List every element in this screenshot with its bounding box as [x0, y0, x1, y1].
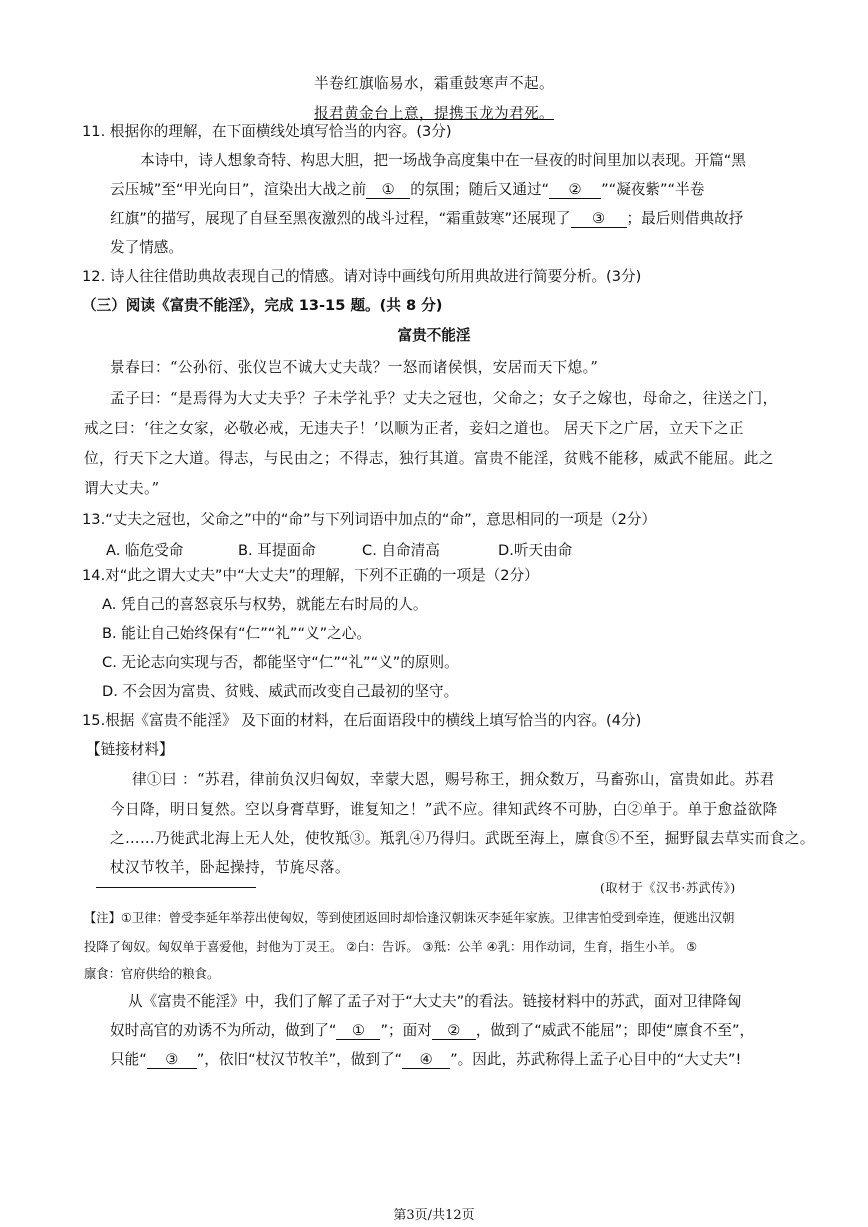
q14-option-c[interactable]: C. 无论志向实现与否，都能坚守“仁”“礼”“义”的原则。 — [102, 654, 459, 671]
passage-title: 富贵不能淫 — [397, 327, 471, 344]
fill-line-1: 从《富贵不能淫》中，我们了解了孟子对于“大丈夫”的看法。链接材料中的苏武，面对卫律降匈 — [128, 993, 742, 1010]
note-line-2: 投降了匈奴。匈奴单于喜爱他，封他为丁灵王。 ②白：告诉。 ③羝：公羊 ④乳：用作动词，生育，指生小羊。 ⑤ — [84, 940, 698, 954]
passage-line-4: 位，行天下之大道。得志，与民由之；不得志，独行其道。富贵不能淫，贫贱不能移，威武不能屈。此之 — [84, 450, 774, 467]
q13-option-d[interactable]: D.听天由命 — [498, 542, 573, 559]
q12-prompt: 12. 诗人往往借助典故表现自己的情感。请对诗中画线句所用典故进行简要分析。(3分) — [82, 268, 642, 285]
material-line-2: 今日降，明日复然。空以身膏草野，谁复知之！”武不应。律知武终不可胁，白②单于。单于愈益欲降 — [110, 801, 778, 818]
q14-option-b[interactable]: B. 能让自己始终保有“仁”“礼”“义”之心。 — [102, 625, 371, 642]
material-line-4: 杖汉节牧羊，卧起操持，节旄尽落。 — [110, 859, 350, 876]
material-source: (取材于《汉书·苏武传》) — [600, 881, 736, 895]
passage-line-2: 孟子曰：“是焉得为大丈夫乎？子未学礼乎？丈夫之冠也，父命之；女子之嫁也，母命之，往送之门， — [110, 390, 778, 407]
q13-option-a[interactable]: A. 临危受命 — [106, 542, 184, 559]
q15-blank-1[interactable]: ① — [336, 1023, 380, 1040]
q15-blank-2[interactable]: ② — [432, 1023, 476, 1040]
source-divider — [96, 887, 256, 888]
q11-prompt: 11. 根据你的理解，在下面横线处填写恰当的内容。(3分) — [82, 123, 452, 140]
fill-line-3: 只能“ ③ ”，依旧“杖汉节牧羊”，做到了“ ④ ”。因此，苏武称得上孟子心目中的“大丈夫”! — [110, 1051, 742, 1068]
q14-prompt: 14.对“此之谓大丈夫”中“大丈夫”的理解，下列不正确的一项是（2分） — [82, 567, 539, 584]
note-line-1: 【注】①卫律：曾受李延年举荐出使匈奴，等到使团返回时却恰逢汉朝诛灭李延年家族。卫律害怕受到牵连，便逃出汉朝 — [84, 911, 735, 925]
q11-blank-2[interactable]: ② — [549, 182, 601, 199]
q11-blank-3[interactable]: ③ — [571, 211, 627, 228]
fill-line-2: 奴时高官的劝诱不为所动，做到了“ ① ”；面对 ② ，做到了“威武不能屈”；即使“廪食不至”， — [110, 1022, 755, 1039]
note-line-3: 廪食：官府供给的粮食。 — [84, 967, 220, 981]
q13-prompt: 13.“丈夫之冠也，父命之”中的“命”与下列词语中加点的“命”，意思相同的一项是（2分） — [82, 511, 657, 528]
passage-line-1: 景春曰：“公孙衍、张仪岂不诚大丈夫哉？一怒而诸侯惧，安居而天下熄。” — [110, 359, 599, 376]
q11-text-line-1: 本诗中，诗人想象奇特、构思大胆，把一场战争高度集中在一昼夜的时间里加以表现。开篇“黑 — [140, 152, 746, 169]
material-line-1: 律①曰 ：“苏君，律前负汉归匈奴，幸蒙大恩，赐号称王，拥众数万，马畜弥山，富贵如此。苏君 — [132, 771, 775, 788]
link-material-label: 【链接材料】 — [86, 741, 174, 758]
q13-option-b[interactable]: B. 耳提面命 — [238, 542, 316, 559]
q15-prompt: 15.根据《富贵不能淫》 及下面的材料，在后面语段中的横线上填写恰当的内容。(4分) — [82, 712, 642, 729]
poem-line-2-underlined: 报君黄金台上意，提携玉龙为君死。 — [314, 105, 554, 122]
q15-blank-3[interactable]: ③ — [147, 1052, 197, 1069]
q11-text-line-2: 云压城”至“甲光向日”，渲染出大战之前 ① 的氛围；随后又通过“ ② ”“凝夜紫”“半卷 — [110, 181, 705, 198]
q15-blank-4[interactable]: ④ — [402, 1052, 450, 1069]
q11-text-line-4: 发了情感。 — [110, 239, 183, 256]
material-line-3: 之……乃徙武北海上无人处，使牧羝③。羝乳④乃得归。武既至海上，廪食⑤不至，掘野鼠去草实而食之。 — [110, 830, 815, 847]
passage-line-5: 谓大丈夫。” — [84, 480, 160, 497]
q11-blank-1[interactable]: ① — [366, 182, 410, 199]
page-number: 第3页/共12页 — [393, 1208, 475, 1223]
section-3-heading: （三）阅读《富贵不能淫》，完成 13-15 题。(共 8 分) — [82, 297, 443, 314]
q11-text-line-3: 红旗”的描写，展现了自昼至黑夜激烈的战斗过程，“霜重鼓寒”还展现了 ③ ；最后则借典故抒 — [110, 210, 744, 227]
passage-line-3: 戒之曰：‘往之女家，必敬必戒，无违夫子！’以顺为正者，妾妇之道也。 居天下之广居，立天下之正 — [84, 420, 744, 437]
q14-option-d[interactable]: D. 不会因为富贵、贫贱、威武而改变自己最初的坚守。 — [102, 683, 459, 700]
poem-line-1: 半卷红旗临易水，霜重鼓寒声不起。 — [314, 75, 554, 92]
q14-option-a[interactable]: A. 凭自己的喜怒哀乐与权势，就能左右时局的人。 — [102, 596, 428, 613]
q13-option-c[interactable]: C. 自命清高 — [362, 542, 440, 559]
